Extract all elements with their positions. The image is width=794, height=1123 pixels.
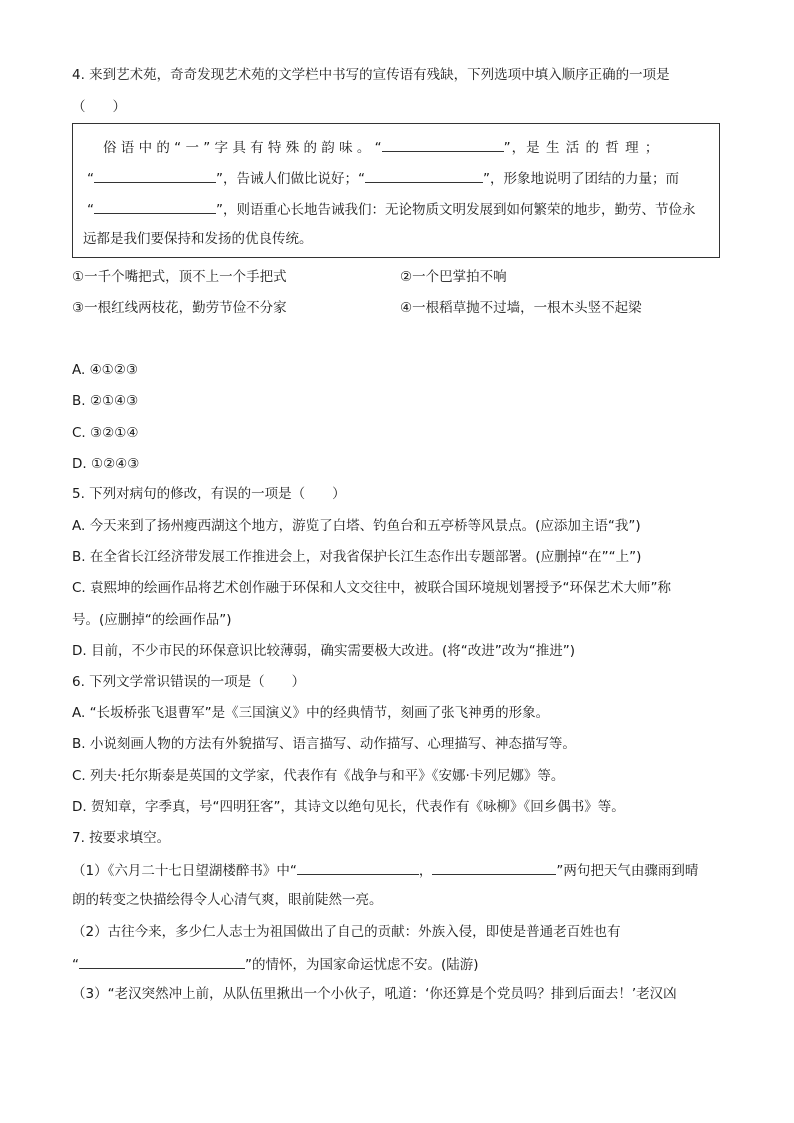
q7-sub1-line2: 朗的转变之快描绘得令人心清气爽，眼前陡然一亮。 [72, 892, 383, 908]
q7-sub2-line2: “ ”的情怀，为国家命运忧虑不安。(陆游) [72, 954, 479, 974]
q7-blank-2[interactable] [432, 860, 556, 875]
q4-stem-line1: 4. 来到艺术苑，奇奇发现艺术苑的文学栏中书写的宣传语有残缺，下列选项中填入顺序正确的一项是 [72, 67, 670, 83]
q4-option-d[interactable]: D. ①②④③ [72, 456, 140, 472]
q4-text-box [72, 123, 720, 258]
blank-2[interactable] [94, 168, 216, 183]
q5-option-a[interactable]: A. 今天来到了扬州瘦西湖这个地方，游览了白塔、钓鱼台和五亭桥等风景点。(应添加主语“我”) [72, 518, 641, 534]
q5-option-d[interactable]: D. 目前，不少市民的环保意识比较薄弱，确实需要极大改进。(将“改进”改为“推进”) [72, 643, 575, 659]
q7-blank-3[interactable] [79, 954, 245, 969]
box-line-4: 远都是我们要保持和发扬的优良传统。 [83, 231, 313, 247]
q4-item-3: ③一根红线两枝花，勤劳节俭不分家 [72, 300, 287, 316]
blank-3[interactable] [365, 168, 483, 183]
box-line-2: “ ”，告诫人们做比说好；“ ”，形象地说明了团结的力量；而 [87, 168, 679, 188]
q6-option-b[interactable]: B. 小说刻画人物的方法有外貌描写、语言描写、动作描写、心理描写、神态描写等。 [72, 736, 576, 752]
blank-4[interactable] [94, 199, 216, 214]
q4-item-4: ④一根稻草抛不过墙，一根木头竖不起梁 [400, 300, 642, 316]
q5-option-c-line1[interactable]: C. 袁熙坤的绘画作品将艺术创作融于环保和人文交往中，被联合国环境规划署授予“环保艺术大师”称 [72, 580, 671, 596]
q7-sub2-line1: （2）古往今来，多少仁人志士为祖国做出了自己的贡献：外族入侵，即使是普通老百姓也有 [72, 924, 621, 940]
q7-stem: 7. 按要求填空。 [72, 830, 171, 846]
q7-sub3-line1: （3）“老汉突然冲上前，从队伍里揪出一个小伙子，吼道：‘你还算是个党员吗？排到后面去！’老汉凶 [72, 986, 677, 1002]
q4-stem-line2: （ ） [72, 99, 126, 115]
q4-item-1: ①一千个嘴把式，顶不上一个手把式 [72, 269, 287, 285]
q6-option-a[interactable]: A. “长坂桥张飞退曹军”是《三国演义》中的经典情节，刻画了张飞神勇的形象。 [72, 705, 550, 721]
q6-option-c[interactable]: C. 列夫·托尔斯泰是英国的文学家，代表作有《战争与和平》《安娜·卡列尼娜》等。 [72, 768, 565, 784]
q7-blank-1[interactable] [297, 860, 419, 875]
q5-stem: 5. 下列对病句的修改，有误的一项是（ ） [72, 486, 346, 502]
box-line-3: “ ”，则语重心长地告诫我们：无论物质文明发展到如何繁荣的地步，勤劳、节俭永 [87, 199, 696, 219]
q4-option-a[interactable]: A. ④①②③ [72, 362, 138, 378]
q5-option-c-line2: 号。(应删掉“的绘画作品”) [72, 612, 232, 628]
box-line-1: 俗 语 中 的 “ 一 ” 字 具 有 特 殊 的 韵 味 。 “ ”，是 生 活 的 哲 理 ； [103, 137, 715, 157]
q4-option-b[interactable]: B. ②①④③ [72, 393, 139, 409]
q4-item-2: ②一个巴掌拍不响 [400, 269, 507, 285]
blank-1[interactable] [382, 137, 504, 152]
q7-sub1-line1: （1）《六月二十七日望湖楼醉书》中“ ， ”两句把天气由骤雨到晴 [72, 860, 698, 880]
q5-option-b[interactable]: B. 在全省长江经济带发展工作推进会上，对我省保护长江生态作出专题部署。(应删掉“在”“上”) [72, 549, 642, 565]
q4-option-c[interactable]: C. ③②①④ [72, 425, 139, 441]
q6-stem: 6. 下列文学常识错误的一项是（ ） [72, 674, 306, 690]
q6-option-d[interactable]: D. 贺知章，字季真，号“四明狂客”，其诗文以绝句见长，代表作有《咏柳》《回乡偶书》等。 [72, 799, 625, 815]
